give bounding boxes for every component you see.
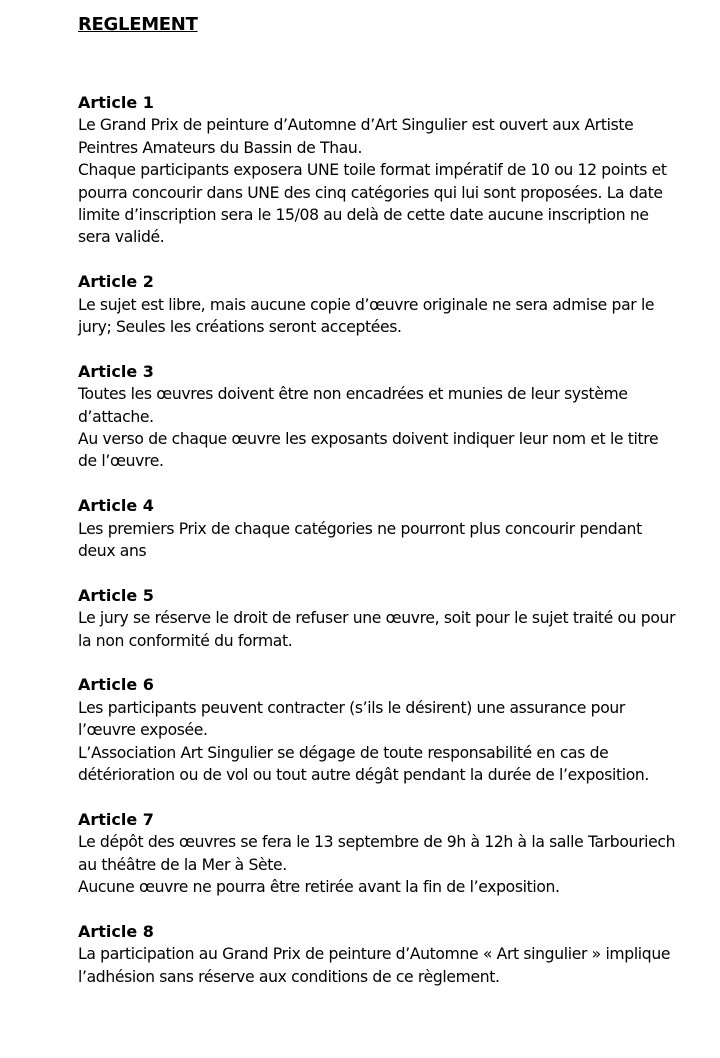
document-title: REGLEMENT (78, 14, 198, 35)
document-page (78, 12, 678, 1011)
article-1 (78, 92, 678, 249)
article-heading: Article 2 (78, 272, 154, 292)
article-7 (78, 809, 678, 899)
articles-list (78, 92, 678, 988)
article-8 (78, 921, 678, 988)
article-paragraph: Le Grand Prix de peinture d’Automne d’Art Singulier est ouvert aux Artiste Peintres Amateurs du Bassin de Thau. (78, 116, 634, 157)
article-4 (78, 495, 678, 562)
article-heading: Article 4 (78, 496, 154, 516)
article-paragraph: Les premiers Prix de chaque catégories ne pourront plus concourir pendant deux ans (78, 519, 642, 561)
article-paragraph: Le sujet est libre, mais aucune copie d’œuvre originale ne sera admise par le jury; Seules les créations seront acceptées. (78, 295, 655, 337)
article-paragraph: La participation au Grand Prix de peinture d’Automne « Art singulier » implique l’adhésion sans réserve aux conditions de ce règlement. (78, 945, 671, 986)
article-2 (78, 271, 678, 338)
article-6 (78, 674, 678, 786)
article-heading: Article 1 (78, 93, 154, 112)
article-paragraph: L’Association Art Singulier se dégage de toute responsabilité en cas de détérioration ou de vol ou tout autre dégât pendant la durée de l’exposition. (78, 743, 650, 785)
article-paragraph: Le dépôt des œuvres se fera le 13 septembre de 9h à 12h à la salle Tarbouriech au théâtre de la Mer à Sète. (78, 833, 676, 874)
article-5 (78, 585, 678, 652)
article-paragraph: Toutes les œuvres doivent être non encadrées et munies de leur système d’attache. (78, 385, 628, 426)
article-paragraph: Chaque participants exposera UNE toile format impératif de 10 ou 12 points et pourra concourir dans UNE des cinq catégories qui lui sont proposées. La date limite d’inscription sera le 15/08 au delà de cette date aucune inscription ne sera validé. (78, 161, 667, 247)
article-heading: Article 5 (78, 585, 154, 605)
article-paragraph: Le jury se réserve le droit de refuser une œuvre, soit pour le sujet traité ou pour la non conformité du format. (78, 609, 676, 650)
article-paragraph: Aucune œuvre ne pourra être retirée avant la fin de l’exposition. (78, 878, 560, 897)
article-paragraph: Au verso de chaque œuvre les exposants doivent indiquer leur nom et le titre de l’œuvre. (78, 430, 659, 471)
article-heading: Article 3 (78, 361, 154, 381)
article-heading: Article 7 (78, 809, 154, 829)
article-heading: Article 8 (78, 921, 154, 941)
article-paragraph: Les participants peuvent contracter (s’ils le désirent) une assurance pour l’œuvre exposée. (78, 698, 625, 740)
article-heading: Article 6 (78, 675, 154, 695)
article-3 (78, 361, 678, 473)
